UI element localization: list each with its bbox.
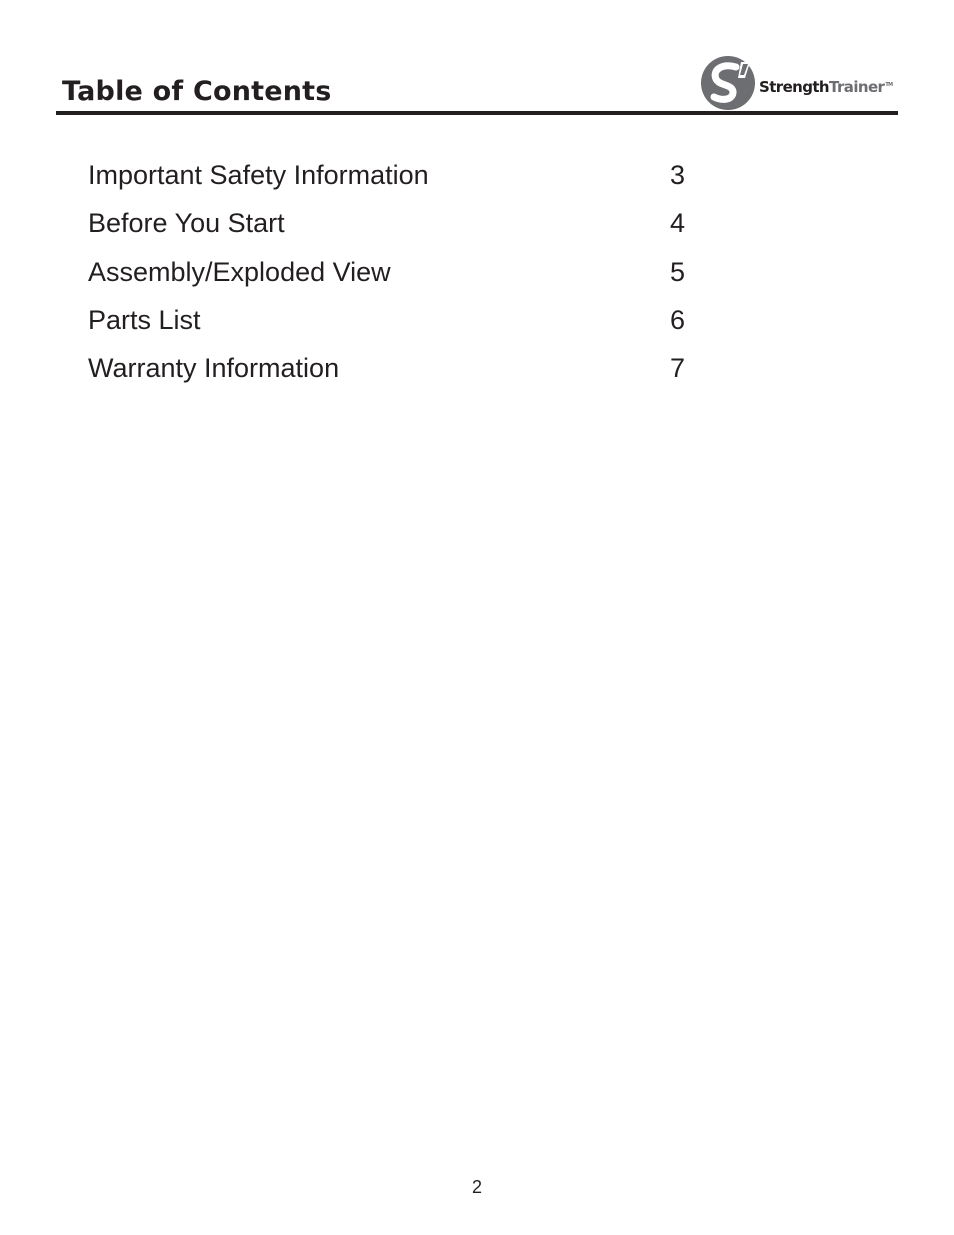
page-header (56, 50, 898, 117)
page-number: 2 (471, 1177, 482, 1197)
logo-word-trainer: Trainer (829, 78, 885, 96)
toc-entry-label: Assembly/Exploded View (88, 256, 391, 287)
toc-entry-label: Important Safety Information (88, 160, 429, 190)
toc-entry[interactable] (88, 301, 688, 349)
page-title: Table of Contents (62, 76, 332, 107)
logo-trademark: TM (885, 82, 893, 88)
strengthtrainer-s-logo-icon (700, 54, 758, 112)
toc-entry[interactable] (88, 156, 688, 204)
toc-entry[interactable] (88, 204, 688, 252)
brand-logo (700, 54, 898, 112)
logo-word-strength: Strength (759, 78, 830, 96)
toc-entry-page: 4 (669, 208, 685, 239)
toc-entry-page: 6 (669, 304, 685, 335)
toc-entry[interactable] (88, 253, 688, 301)
table-of-contents (88, 156, 688, 397)
toc-entry-page: 7 (669, 353, 685, 384)
toc-entry-page: 5 (669, 256, 685, 287)
toc-entry-page: 3 (669, 160, 685, 190)
toc-entry-label: Parts List (88, 304, 201, 335)
header-divider (56, 111, 898, 115)
logo-wordmark (759, 78, 893, 96)
toc-entry-label: Before You Start (88, 208, 285, 239)
toc-entry-label: Warranty Information (88, 353, 340, 384)
toc-entry[interactable] (88, 349, 688, 397)
